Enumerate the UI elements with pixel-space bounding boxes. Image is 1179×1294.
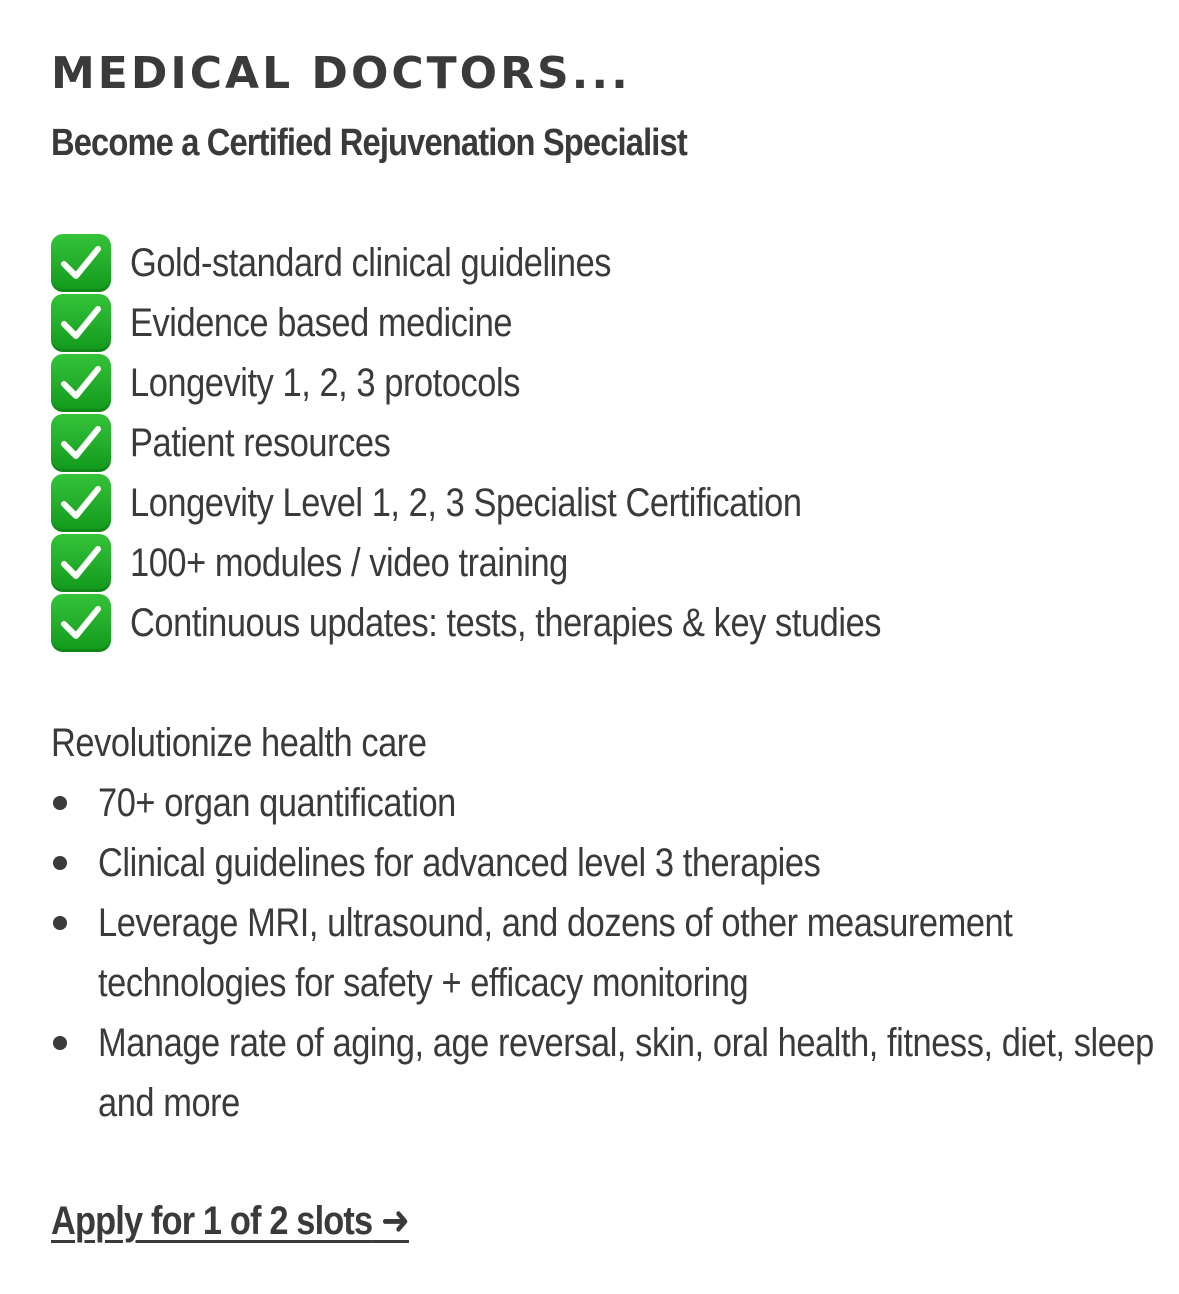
list-item-text: Leverage MRI, ultrasound, and dozens of other measurement technologies for safety + efficacy monitoring	[98, 901, 1013, 1005]
checklist-item	[51, 533, 1003, 593]
check-mark-button-icon	[51, 234, 111, 292]
checklist-item	[51, 593, 1003, 653]
bullet-icon	[53, 796, 67, 810]
benefit-list	[51, 773, 1161, 1133]
arrow-right-icon: ➜	[381, 1198, 409, 1244]
checklist-item-label: 100+ modules / video training	[130, 541, 568, 585]
check-mark-button-icon	[51, 474, 111, 532]
page-subtitle: Become a Certified Rejuvenation Specialist	[51, 122, 687, 164]
checklist-item	[51, 293, 1003, 353]
checklist-item	[51, 353, 1003, 413]
list-item	[51, 893, 1161, 1013]
list-item-text: Clinical guidelines for advanced level 3 therapies	[98, 841, 821, 885]
checklist-item-label: Gold-standard clinical guidelines	[130, 241, 612, 285]
checklist-item	[51, 413, 1003, 473]
list-item	[51, 1013, 1161, 1133]
section-intro: Revolutionize health care	[51, 721, 427, 765]
checklist-item-label: Patient resources	[130, 421, 391, 465]
bullet-icon	[53, 1036, 67, 1050]
checklist-item-label: Continuous updates: tests, therapies & key studies	[130, 601, 882, 645]
list-item-text: Manage rate of aging, age reversal, skin, oral health, fitness, diet, sleep and more	[98, 1021, 1154, 1125]
list-item-text: 70+ organ quantification	[98, 781, 456, 825]
feature-checklist	[51, 233, 1003, 653]
check-mark-button-icon	[51, 594, 111, 652]
checklist-item	[51, 473, 1003, 533]
apply-link-label: Apply for 1 of 2 slots	[51, 1199, 373, 1243]
checklist-item-label: Longevity 1, 2, 3 protocols	[130, 361, 520, 405]
check-mark-button-icon	[51, 294, 111, 352]
check-mark-button-icon	[51, 414, 111, 472]
bullet-icon	[53, 856, 67, 870]
list-item	[51, 773, 1161, 833]
check-mark-button-icon	[51, 354, 111, 412]
list-item	[51, 833, 1161, 893]
checklist-item-label: Longevity Level 1, 2, 3 Specialist Certification	[130, 481, 802, 525]
page-title: MEDICAL DOCTORS...	[51, 48, 631, 99]
bullet-icon	[53, 916, 67, 930]
checklist-item-label: Evidence based medicine	[130, 301, 513, 345]
checklist-item	[51, 233, 1003, 293]
apply-link[interactable]	[51, 1193, 409, 1249]
check-mark-button-icon	[51, 534, 111, 592]
